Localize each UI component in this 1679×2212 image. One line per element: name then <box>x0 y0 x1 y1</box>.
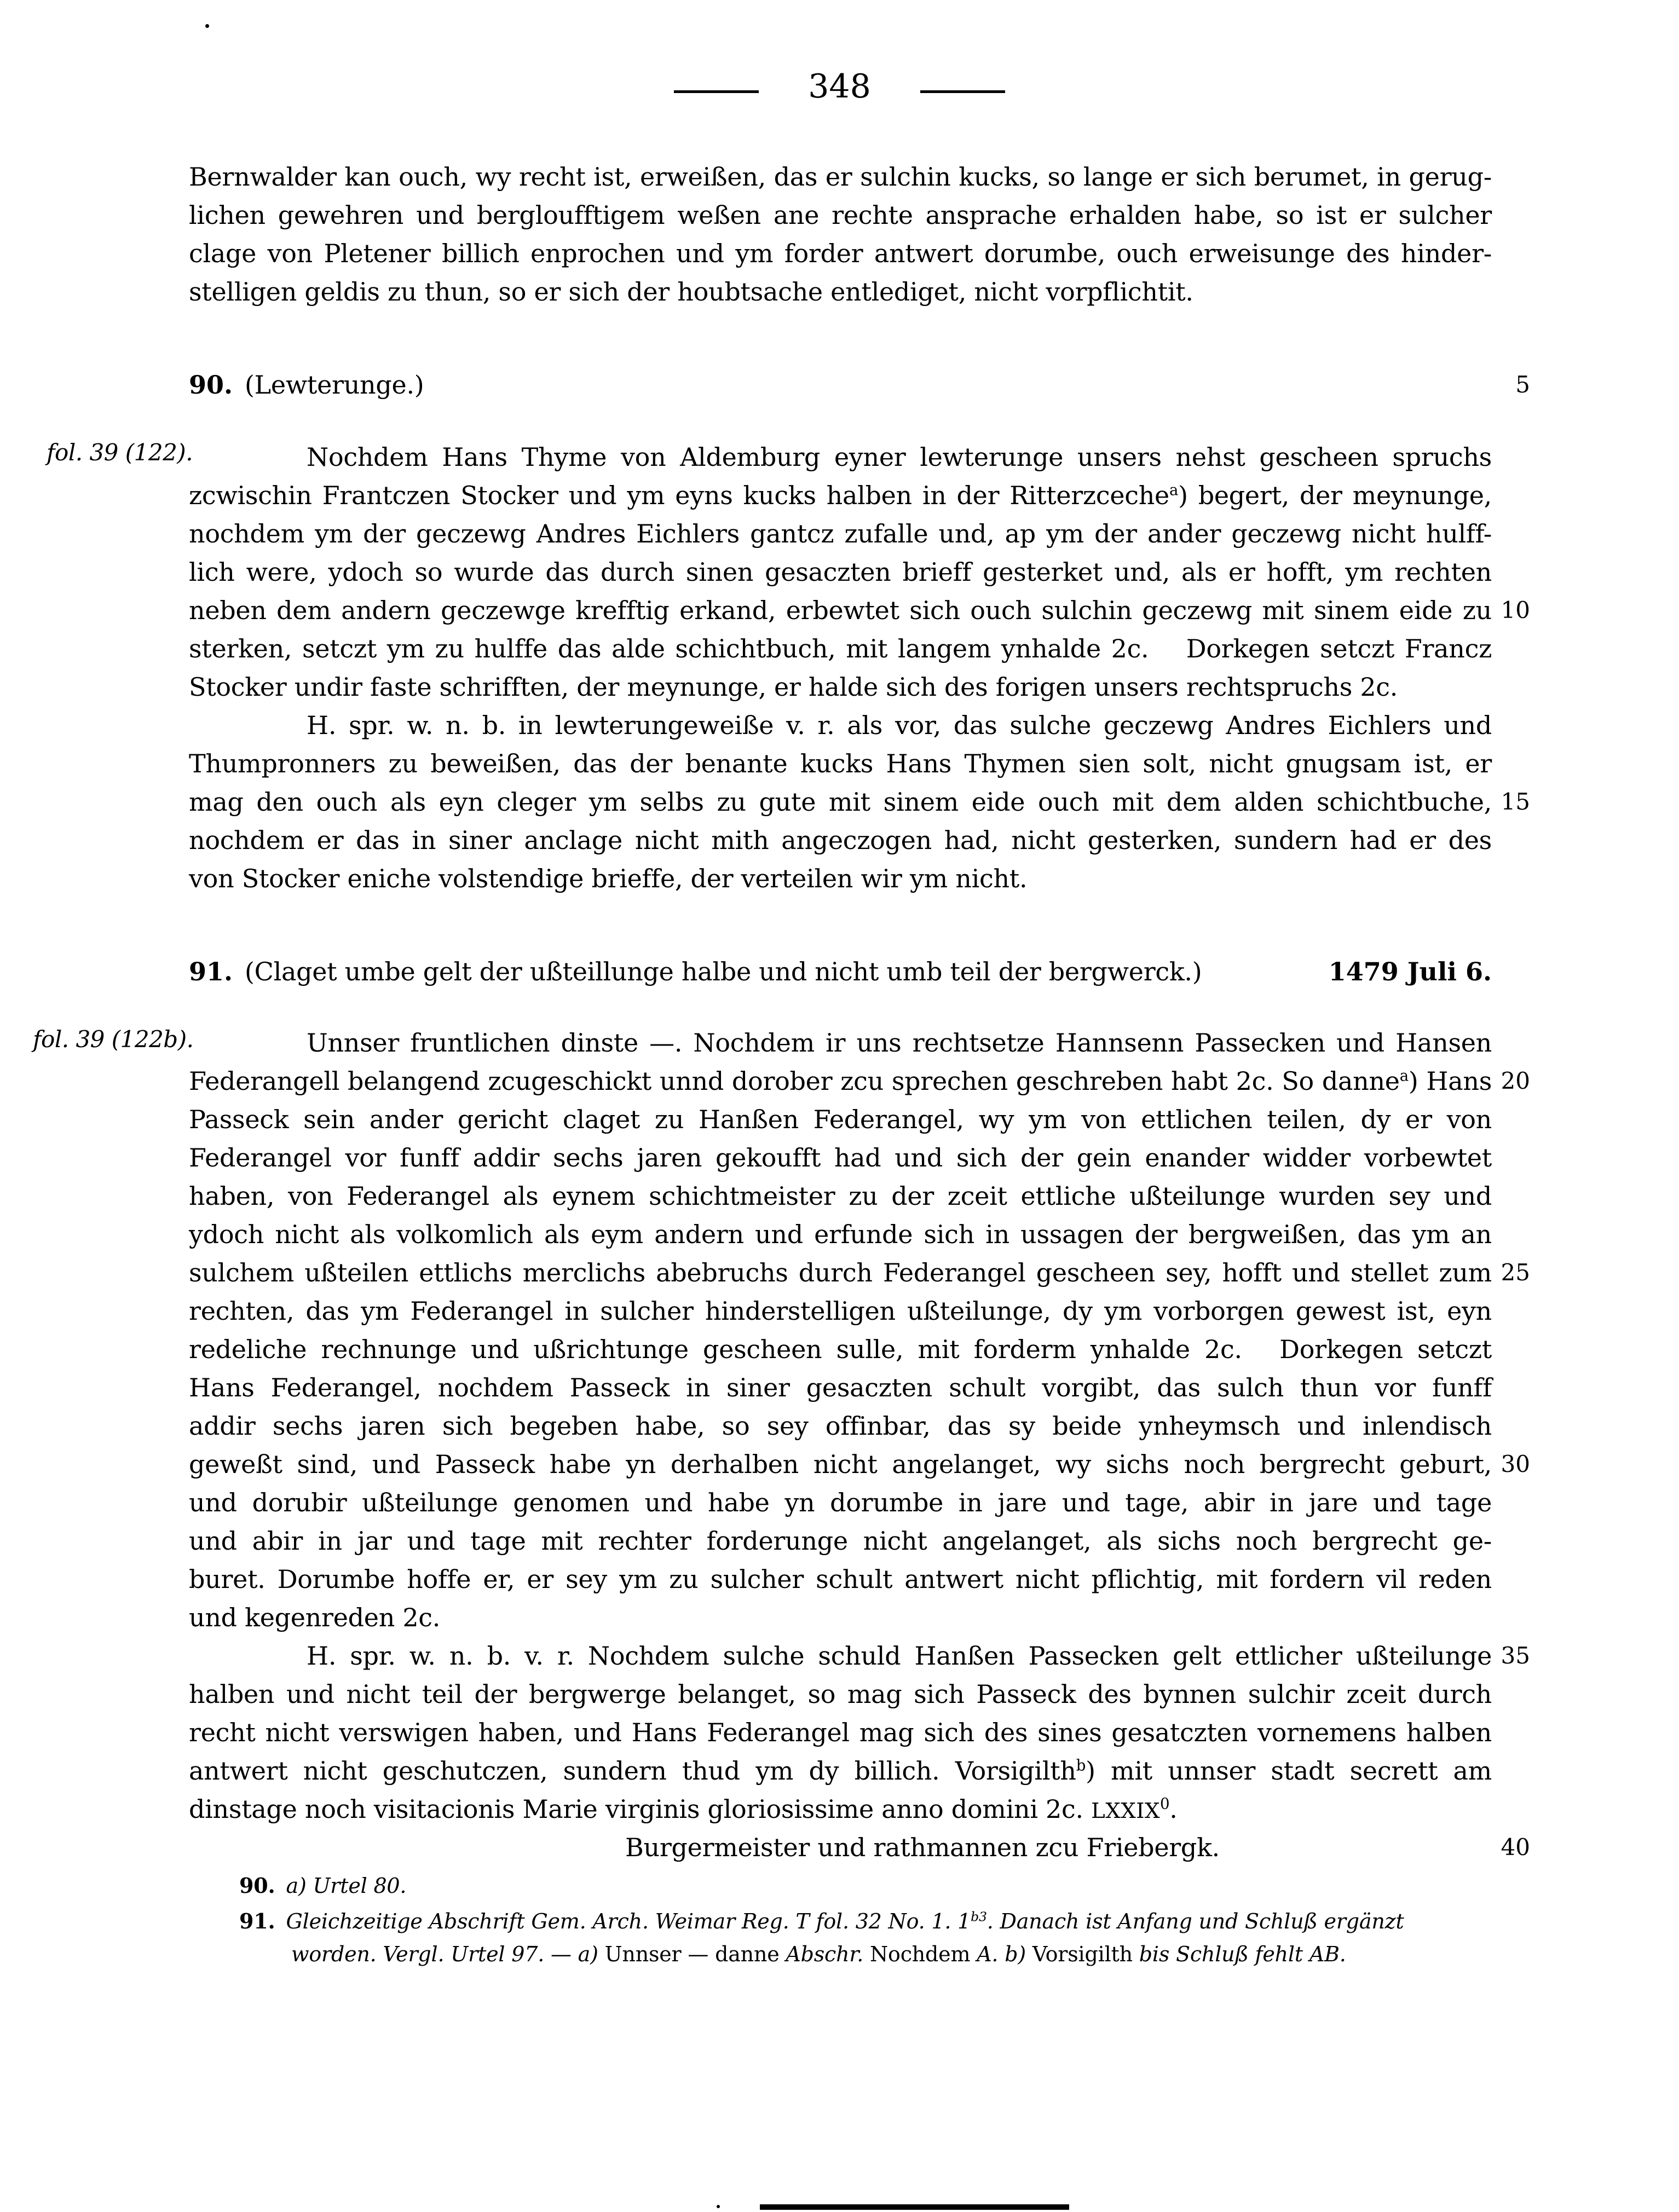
footnote-text: bis Schluß fehlt AB. <box>1139 1942 1346 1966</box>
text-line: lichen gewehren und bergloufftigem weßen ane rechte ansprache erhalden habe, so ist er sulcher <box>189 200 1492 230</box>
section-91-title: (Claget umbe gelt der ußteillunge halbe und nicht umb teil der bergwerck.) <box>245 957 1202 986</box>
section-91-date: 1479 Juli 6. <box>1328 957 1492 986</box>
footnote-text: . Danach ist Anfang und Schluß ergänzt worden. Vergl. Urtel 97. — a) <box>291 1909 1404 1966</box>
line-number: 40 <box>1501 1834 1530 1861</box>
footnote-text: a) Urtel 80. <box>286 1874 407 1898</box>
section-91-heading <box>189 952 1492 991</box>
footnote-text: A. <box>977 1942 1005 1966</box>
footnote-reference: a <box>1169 481 1179 499</box>
footnote-text: — danne <box>688 1942 786 1966</box>
footnote-text: Gleichzeitige Abschrift Gem. Arch. Weimar Reg. T fol. 32 No. 1. 1 <box>286 1909 971 1933</box>
text-line: Stocker undir faste schrifften, der meynunge, er halde sich des forigen unsers rechtspruchs 2c. <box>189 672 1398 702</box>
page-header <box>0 67 1679 106</box>
text-line: Hans Federangel, nochdem Passeck in siner gesaczten schult vorgibt, das sulch thun vor funff <box>189 1373 1492 1402</box>
text-line: ydoch nicht als volkomlich als eym andern und erfunde sich in ussagen der bergweißen, das ym an <box>189 1220 1492 1249</box>
text-line: addir sechs jaren sich begeben habe, so sey offinbar, das sy beide ynheymsch und inlendisch <box>189 1411 1492 1441</box>
scan-artifact-speck <box>205 24 209 28</box>
footnote-text: Abschr. <box>786 1942 870 1966</box>
text-line: Federangell belangend zcugeschickt unnd dorober zcu sprechen geschreben habt 2c. So danne$^a$) Hans <box>189 1066 1492 1096</box>
text-line: nochdem ym der geczewg Andres Eichlers gantcz zufalle und, ap ym der ander geczewg nicht hulff- <box>189 519 1492 548</box>
text-line: und dorubir ußteilunge genomen und habe yn dorumbe in jare und tage, abir in jare und tage <box>189 1488 1492 1517</box>
text-line: dinstage noch visitacionis Marie virginis gloriosissime anno domini 2c. LXXIX$^0$. <box>189 1794 1178 1824</box>
footnote-reference: a <box>1399 1066 1409 1085</box>
footnote-text: b3 <box>971 1909 987 1925</box>
line-number: 20 <box>1501 1067 1530 1094</box>
footnote-reference: b <box>1076 1756 1086 1775</box>
text-line: H. spr. w. n. b. in lewterungeweiße v. r. als vor, das sulche geczewg Andres Eichlers und <box>307 711 1492 740</box>
text-line: Thumpronners zu beweißen, das der benante kucks Hans Thymen sien solt, nicht gnugsam ist, er <box>189 749 1492 778</box>
text-line: Federangel vor funff addir sechs jaren gekoufft had und sich der gein enander widder vorbewtet <box>189 1143 1492 1173</box>
footnotes <box>239 1869 1449 1973</box>
signature-line: Burgermeister und rathmannen zcu Friebergk. <box>625 1833 1220 1862</box>
text-line: nochdem er das in siner anclage nicht mith angeczogen had, nicht gesterken, sundern had er des <box>189 825 1492 855</box>
section-91-body <box>189 1024 1492 1867</box>
text-line: haben, von Federangel als eynem schichtmeister zu der zceit ettliche ußteilunge wurden sey und <box>189 1181 1492 1211</box>
text-line: zcwischin Frantczen Stocker und ym eyns kucks halben in der Ritterzceche$^a$) begert, der meynunge, <box>189 481 1492 510</box>
text-line: stelligen geldis zu thun, so er sich der houbtsache entlediget, nicht vorpflichtit. <box>189 277 1193 307</box>
section-90-number: 90. <box>189 370 233 400</box>
text-line: antwert nicht geschutczen, sundern thud ym dy billich. Vorsigilth$^b$) mit unnser stadt secrett am <box>189 1756 1492 1786</box>
text-line: neben dem andern geczewge krefftig erkand, erbewtet sich ouch sulchin geczewg mit sinem eide zu <box>189 596 1492 625</box>
text-line: rechten, das ym Federangel in sulcher hinderstelligen ußteilunge, dy ym vorborgen gewest ist, eyn <box>189 1296 1492 1326</box>
text-line: geweßt sind, und Passeck habe yn derhalben nicht angelanget, wy sichs noch bergrecht geburt, <box>189 1449 1492 1479</box>
footnote-label: 91. <box>239 1909 275 1933</box>
header-rule-right <box>920 90 1005 93</box>
line-number: 25 <box>1501 1259 1530 1286</box>
line-number: 15 <box>1501 788 1530 815</box>
text-line: Nochdem Hans Thyme von Aldemburg eyner lewterunge unsers nehst gescheen spruchs <box>307 442 1492 472</box>
line-number: 10 <box>1501 597 1530 623</box>
line-number: 5 <box>1515 371 1530 398</box>
section-90-title: (Lewterunge.) <box>245 370 424 400</box>
text-line: sulchem ußteilen ettlichs merclichs abebruchs durch Federangel gescheen sey, hofft und stellet zum <box>189 1258 1492 1287</box>
footnote-text: Nochdem <box>869 1942 977 1966</box>
margin-note-fol-39-122b: fol. 39 (122b). <box>33 1026 194 1053</box>
intro-paragraph <box>189 158 1492 311</box>
text-line: buret. Dorumbe hoffe er, er sey ym zu sulcher schult antwert nicht pflichtig, mit fordern vil reden <box>189 1564 1492 1594</box>
section-90-heading <box>189 366 1492 404</box>
text-line: H. spr. w. n. b. v. r. Nochdem sulche schuld Hanßen Passecken gelt ettlicher ußteilunge <box>307 1641 1492 1671</box>
text-line: clage von Pletener billich enprochen und ym forder antwert dorumbe, ouch erweisunge des hinder- <box>189 239 1492 268</box>
header-rule-left <box>674 90 759 93</box>
footnote-label: 90. <box>239 1873 275 1898</box>
footnote-text: Unnser <box>604 1942 688 1966</box>
text-line: recht nicht verswigen haben, und Hans Federangel mag sich des sines gesatczten vornemens halben <box>189 1718 1492 1747</box>
section-90-body <box>189 438 1492 898</box>
text-line: und abir in jar und tage mit rechter forderunge nicht angelanget, als sichs noch bergrecht ge- <box>189 1526 1492 1556</box>
text-line: von Stocker eniche volstendige brieffe, der verteilen wir ym nicht. <box>189 864 1028 893</box>
text-line: und kegenreden 2c. <box>189 1603 441 1632</box>
section-91-number: 91. <box>189 957 233 986</box>
text-line: lich were, ydoch so wurde das durch sinen gesaczten brieff gesterket und, als er hofft, ym rechten <box>189 557 1492 587</box>
footnote-text: b) <box>1005 1942 1032 1966</box>
page-number: 348 <box>808 67 871 106</box>
footnote-reference: 0 <box>1160 1794 1170 1813</box>
margin-note-fol-39-122: fol. 39 (122). <box>47 439 193 466</box>
line-number: 30 <box>1501 1451 1530 1477</box>
text-line: redeliche rechnunge und ußrichtunge gescheen sulle, mit forderm ynhalde 2c. Dorkegen setczt <box>189 1335 1492 1364</box>
footnote <box>239 1905 1449 1971</box>
small-caps-text: LXXIX <box>1091 1799 1161 1823</box>
scan-artifact-speck <box>717 2205 720 2208</box>
footnote <box>239 1869 1449 1902</box>
text-line: Passeck sein ander gericht claget zu Hanßen Federangel, wy ym von ettlichen teilen, dy er von <box>189 1105 1492 1134</box>
text-line: halben und nicht teil der bergwerge belanget, so mag sich Passeck des bynnen sulchir zceit durch <box>189 1679 1492 1709</box>
text-line: sterken, setczt ym zu hulffe das alde schichtbuch, mit langem ynhalde 2c. Dorkegen setczt Francz <box>189 634 1492 663</box>
text-line: mag den ouch als eyn cleger ym selbs zu gute mit sinem eide ouch mit dem alden schichtbuche, <box>189 787 1492 817</box>
text-line: Unnser fruntlichen dinste —. Nochdem ir uns rechtsetze Hannsenn Passecken und Hansen <box>307 1028 1492 1058</box>
line-number: 35 <box>1501 1642 1530 1669</box>
footnote-text: Vorsigilth <box>1032 1942 1139 1966</box>
scan-artifact-bar <box>760 2204 1069 2210</box>
text-line: Bernwalder kan ouch, wy recht ist, erweißen, das er sulchin kucks, so lange er sich berumet, in gerug- <box>189 162 1492 192</box>
